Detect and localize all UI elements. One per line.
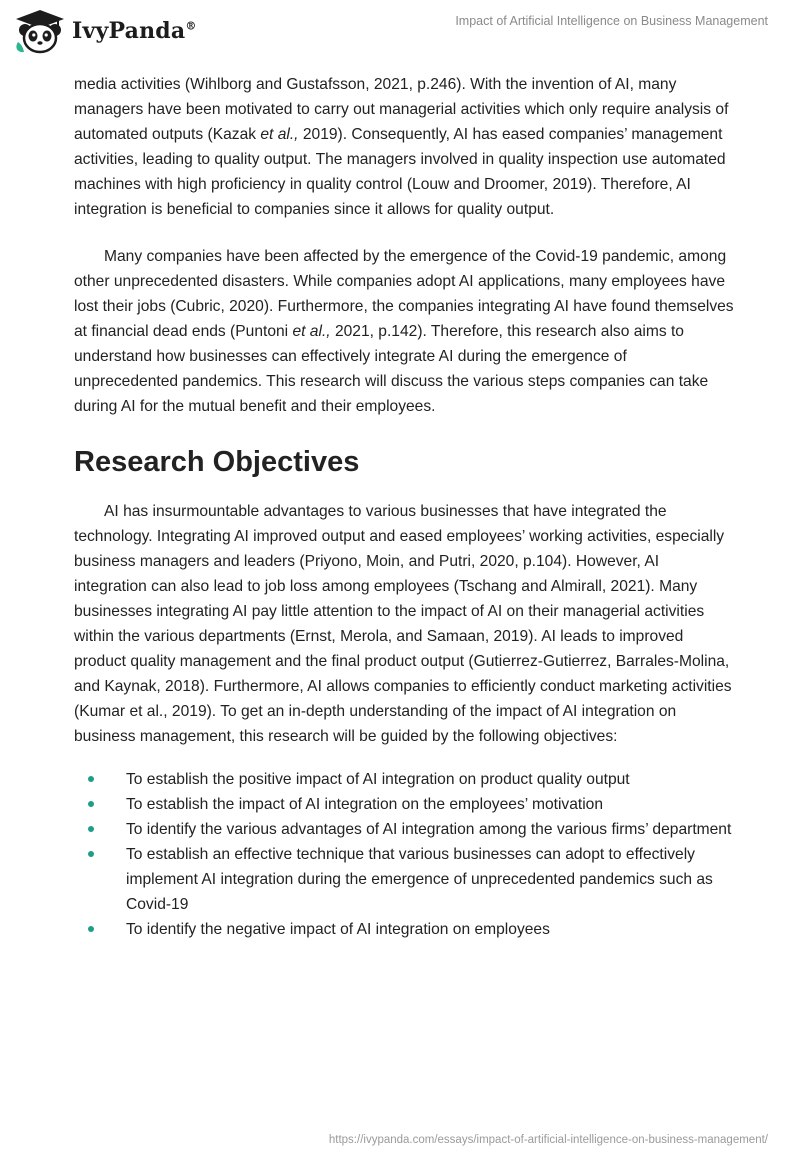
list-item: To identify the negative impact of AI integration on employees <box>74 917 734 942</box>
page-header <box>0 0 800 70</box>
section-heading: Research Objectives <box>74 446 360 478</box>
bullet-icon <box>88 801 94 807</box>
list-item: To establish the positive impact of AI integration on product quality output <box>74 767 734 792</box>
brand-name: IvyPanda® <box>72 18 197 44</box>
list-item: To identify the various advantages of AI integration among the various firms’ department <box>74 817 734 842</box>
list-item: To establish an effective technique that various businesses can adopt to effectively implement AI integration during the emergence of unprecedented pandemics such as Covid-19 <box>74 842 734 917</box>
bullet-icon <box>88 776 94 782</box>
paragraph-1: media activities (Wihlborg and Gustafsson, 2021, p.246). With the invention of AI, many managers have been motivated to carry out managerial activities which only require analysis of automated outputs (Kazak et al., 2019). Consequently, AI has eased companies’ management activities, leading to quality output. The managers involved in quality inspection use automated machines with high proficiency in quality control (Louw and Droomer, 2019). Therefore, AI integration is beneficial to companies since it allows for quality output. <box>74 76 729 218</box>
paragraph-2: Many companies have been affected by the emergence of the Covid-19 pandemic, among other unprecedented disasters. While companies adopt AI applications, many employees have lost their jobs (Cubric, 2020). Furthermore, the companies integrating AI have found themselves at financial dead ends (Puntoni et al., 2021, p.142). Therefore, this research also aims to understand how businesses can effectively integrate AI during the emergence of unprecedented pandemics. This research will discuss the various steps companies can take during AI for the mutual benefit and their employees. <box>74 248 734 415</box>
objectives-list <box>74 767 734 942</box>
bullet-icon <box>88 926 94 932</box>
panda-graduate-icon <box>14 8 66 54</box>
paragraph-3: AI has insurmountable advantages to various businesses that have integrated the technology. Integrating AI improved output and eased employees’ working activities, especially business managers and leaders (Priyono, Moin, and Putri, 2020, p.104). However, AI integration can also lead to job loss among employees (Tschang and Almirall, 2021). Many businesses integrating AI pay little attention to the impact of AI on their managerial activities within the various departments (Ernst, Merola, and Samaan, 2019). AI leads to improved product quality management and the final product output (Gutierrez-Gutierrez, Barrales-Molina, and Kaynak, 2018). Furthermore, AI allows companies to efficiently conduct marketing activities (Kumar et al., 2019). To get an in-depth understanding of the impact of AI integration on business management, this research will be guided by the following objectives: <box>74 503 732 745</box>
bullet-icon <box>88 826 94 832</box>
bullet-icon <box>88 851 94 857</box>
source-url[interactable]: https://ivypanda.com/essays/impact-of-artificial-intelligence-on-business-management/ <box>328 1134 768 1146</box>
essay-content <box>74 72 734 942</box>
ivypanda-logo[interactable] <box>14 8 197 54</box>
document-title: Impact of Artificial Intelligence on Business Management <box>455 14 768 28</box>
list-item: To establish the impact of AI integration on the employees’ motivation <box>74 792 734 817</box>
